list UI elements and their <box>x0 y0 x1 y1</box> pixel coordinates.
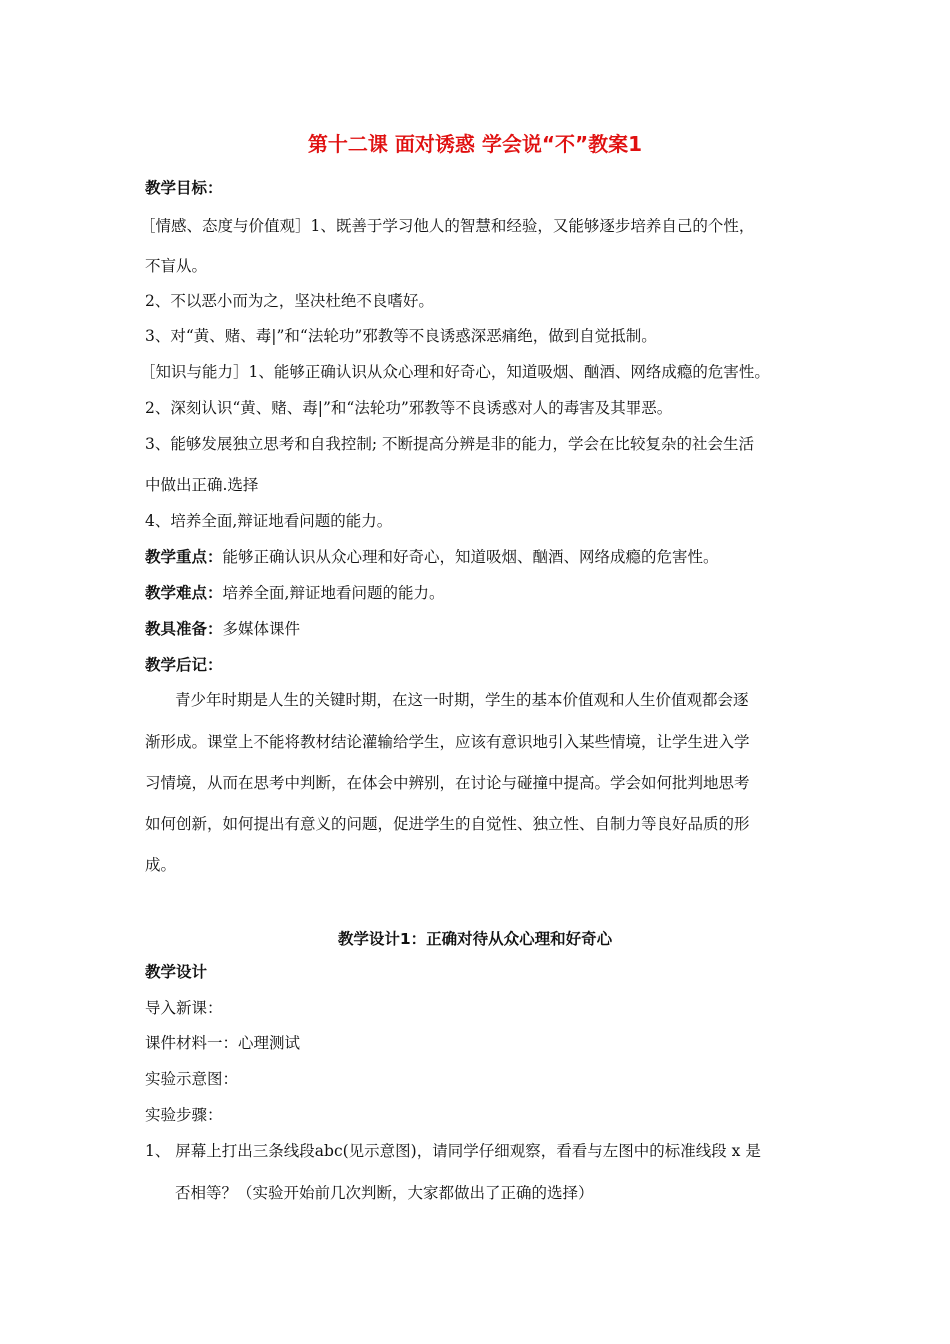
tools-label: 教具准备： <box>145 620 223 638</box>
key-point <box>145 547 719 567</box>
afterword-line: 成。 <box>145 856 177 874</box>
afterword-line: 如何创新，如何提出有意义的问题，促进学生的自觉性、独立性、自制力等良好品质的形 <box>145 815 750 833</box>
objective-line: 不盲从。 <box>145 257 208 275</box>
difficulty-text: 培养全面,辩证地看问题的能力。 <box>222 584 445 602</box>
design-title: 教学设计1：正确对待从众心理和好奇心 <box>337 930 613 948</box>
objective-line: 中做出正确.选择 <box>145 476 259 494</box>
step-line: 1、 屏幕上打出三条线段abc(见示意图)，请同学仔细观察，看看与左图中的标准线段 x 是 <box>145 1142 761 1160</box>
afterword-line: 青少年时期是人生的关键时期，在这一时期，学生的基本价值观和人生价值观都会逐 <box>175 691 749 709</box>
afterword-line: 习情境，从而在思考中判断，在体会中辨别，在讨论与碰撞中提高。学会如何批判地思考 <box>145 774 750 792</box>
step-line: 否相等？（实验开始前几次判断，大家都做出了正确的选择） <box>175 1184 594 1202</box>
objective-line: 2、深刻认识“黄、赌、毒|”和“法轮功”邪教等不良诱惑对人的毒害及其罪恶。 <box>145 399 673 417</box>
difficulty <box>145 583 444 603</box>
design-line: 导入新课： <box>145 999 223 1017</box>
difficulty-label: 教学难点： <box>145 584 223 602</box>
objective-line: ［知识与能力］1、能够正确认识从众心理和好奇心，知道吸烟、酗酒、网络成瘾的危害性。 <box>140 363 770 381</box>
design-line: 课件材料一：心理测试 <box>145 1034 301 1052</box>
objective-line: 3、能够发展独立思考和自我控制; 不断提高分辨是非的能力，学会在比较复杂的社会生活 <box>145 435 755 453</box>
design-heading: 教学设计 <box>145 963 208 981</box>
design-line: 实验步骤： <box>145 1106 223 1124</box>
objective-line: 2、不以恶小而为之，坚决杜绝不良嗜好。 <box>145 292 434 310</box>
objective-line: 3、对“黄、赌、毒|”和“法轮功”邪教等不良诱惑深恶痛绝，做到自觉抵制。 <box>145 327 657 345</box>
objectives-heading: 教学目标： <box>145 179 223 197</box>
afterword-line: 渐形成。课堂上不能将教材结论灌输给学生，应该有意识地引入某些情境，让学生进入学 <box>145 733 750 751</box>
objective-line: ［情感、态度与价值观］1、既善于学习他人的智慧和经验，又能够逐步培养自己的个性， <box>140 217 755 235</box>
tools-text: 多媒体课件 <box>222 620 301 638</box>
key-point-label: 教学重点： <box>145 548 223 566</box>
afterword-heading: 教学后记： <box>145 656 223 674</box>
design-line: 实验示意图： <box>145 1070 239 1088</box>
key-point-text: 能够正确认识从众心理和好奇心，知道吸烟、酗酒、网络成瘾的危害性。 <box>222 548 719 566</box>
tools <box>145 619 300 639</box>
objective-line: 4、培养全面,辩证地看问题的能力。 <box>145 512 393 530</box>
document-title: 第十二课 面对诱惑 学会说“不”教案1 <box>307 132 643 156</box>
